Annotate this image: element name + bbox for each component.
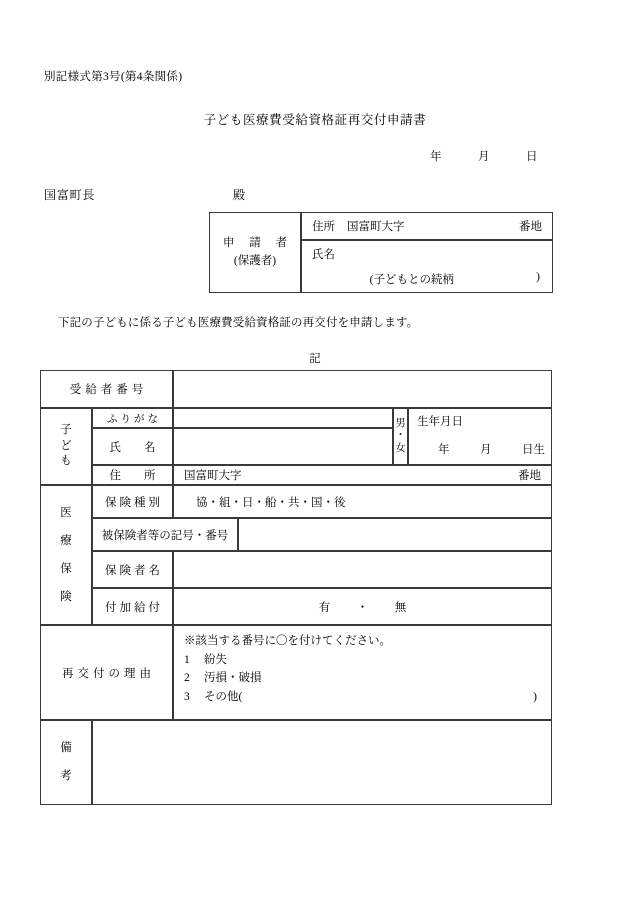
insurance-type-label: 保険種別 <box>105 496 163 509</box>
child-furigana-label-cell <box>92 408 173 428</box>
applicant-relation-label: (子どもとの続柄 <box>369 274 454 286</box>
child-address-label: 住 所 <box>109 470 156 482</box>
child-group-label-cell <box>40 408 92 485</box>
document-title: 子ども医療費受給資格証再交付申請書 <box>203 113 427 127</box>
addressee-honorific: 殿 <box>233 188 246 202</box>
addressee: 国富町長 <box>44 188 96 202</box>
applicant-address-cell[interactable] <box>301 212 553 240</box>
insurance-group-label: 医 療 保 険 <box>60 506 72 604</box>
applicant-name-cell[interactable] <box>301 240 553 293</box>
reissue-reason-value-cell[interactable] <box>173 625 552 720</box>
extra-benefit-no[interactable]: 無 <box>394 601 407 614</box>
child-name-label-cell <box>92 428 173 465</box>
reissue-reason-item-3[interactable] <box>184 688 551 707</box>
insurance-symbol-number-value-cell[interactable] <box>238 518 552 551</box>
child-birth-month: 月 <box>480 444 492 456</box>
remarks-value-cell[interactable] <box>92 720 552 805</box>
child-name-label: 氏 名 <box>109 441 156 454</box>
date-line <box>430 148 546 164</box>
reissue-reason-text-3: その他( <box>204 690 243 703</box>
recipient-number-value-cell[interactable] <box>173 370 552 408</box>
extra-benefit-label-cell <box>92 588 173 625</box>
child-address-label-cell <box>92 465 173 485</box>
applicant-address-label: 住所 <box>312 221 335 233</box>
child-address-value-cell[interactable] <box>173 465 552 485</box>
child-gender-label: 男 ・ 女 <box>395 418 406 454</box>
application-statement: 下記の子どもに係る子ども医療費受給資格証の再交付を申請します。 <box>58 317 419 329</box>
recipient-number-label-cell <box>40 370 173 408</box>
reissue-reason-text-1: 紛失 <box>204 653 227 666</box>
reissue-reason-num-1: 1 <box>184 653 190 666</box>
applicant-name-label: 氏名 <box>312 249 335 261</box>
applicant-label-cell <box>209 212 301 293</box>
reissue-reason-num-2: 2 <box>184 672 190 685</box>
insurance-symbol-number-label-cell <box>92 518 238 551</box>
applicant-label-line1: 申 請 者 <box>222 237 294 250</box>
reissue-reason-note: ※該当する番号に〇を付けてください。 <box>184 635 391 647</box>
recipient-number-label: 受給者番号 <box>69 384 148 396</box>
child-birthdate-label: 生年月日 <box>417 416 463 428</box>
insurance-type-label-cell <box>92 485 173 518</box>
insurance-type-value-cell[interactable] <box>173 485 552 518</box>
extra-benefit-yes[interactable]: 有 <box>318 601 331 614</box>
insurance-group-label-cell <box>40 485 92 625</box>
date-day-label: 日 <box>526 151 538 163</box>
form-number: 別記様式第3号(第4条関係) <box>44 71 183 83</box>
reissue-reason-item-1[interactable] <box>184 651 551 670</box>
child-birth-year: 年 <box>438 444 450 456</box>
applicant-relation-close: ) <box>536 271 540 283</box>
reissue-reason-num-3: 3 <box>184 690 190 703</box>
reissue-reason-item-2[interactable] <box>184 669 551 688</box>
child-gender-cell[interactable] <box>393 408 408 465</box>
ki-mark: 記 <box>309 353 321 365</box>
applicant-label-line2: (保護者) <box>233 254 277 267</box>
extra-benefit-value-cell[interactable] <box>173 588 552 625</box>
insurance-symbol-number-label: 被保険者等の記号・番号 <box>101 529 229 542</box>
child-birth-day: 日生 <box>522 444 545 456</box>
insurer-name-value-cell[interactable] <box>173 551 552 588</box>
child-furigana-label: ふりがな <box>107 413 161 425</box>
date-year-label: 年 <box>430 151 442 163</box>
child-address-suffix: 番地 <box>518 470 541 482</box>
applicant-address-prefix: 国富町大字 <box>347 221 405 233</box>
extra-benefit-separator: ・ <box>356 601 369 614</box>
remarks-label-cell <box>40 720 92 805</box>
child-name-value-cell[interactable] <box>173 428 393 465</box>
insurer-name-label: 保険者名 <box>105 564 163 577</box>
insurer-name-label-cell <box>92 551 173 588</box>
child-birthdate-cell[interactable] <box>408 408 552 465</box>
date-month-label: 月 <box>478 151 490 163</box>
reissue-reason-other-close: ) <box>533 690 537 703</box>
child-address-prefix: 国富町大字 <box>184 470 242 482</box>
extra-benefit-label: 付加給付 <box>105 601 163 614</box>
reissue-reason-text-2: 汚損・破損 <box>204 672 262 685</box>
child-group-label: 子 ど も <box>60 424 72 468</box>
child-furigana-value-cell[interactable] <box>173 408 393 428</box>
reissue-reason-label: 再交付の理由 <box>62 667 155 680</box>
insurance-type-options: 協・組・日・船・共・国・後 <box>196 496 346 509</box>
applicant-address-suffix: 番地 <box>519 221 542 233</box>
reissue-reason-label-cell <box>40 625 173 720</box>
remarks-label: 備 考 <box>60 741 72 782</box>
